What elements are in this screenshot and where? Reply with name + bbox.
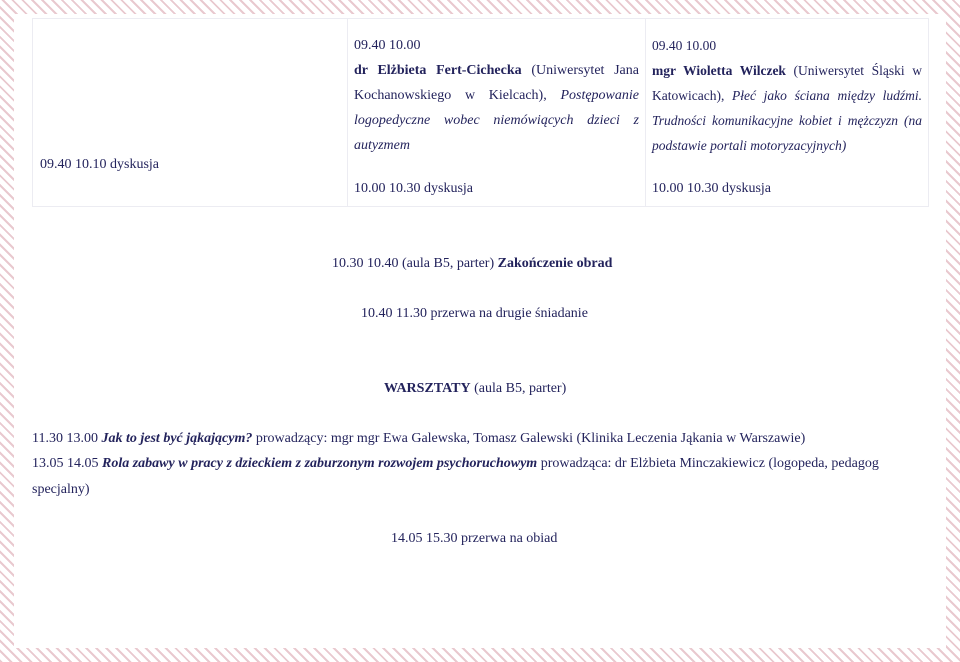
workshop-2-title: Rola zabawy w pracy z dzieckiem z zaburzonym rozwojem psychoruchowym: [102, 456, 538, 471]
left-discussion: 09.40 10.10 dyskusja: [40, 157, 159, 172]
workshop-2-leader: prowadząca: dr Elżbieta Minczakiewicz (logopeda, pedagog: [537, 456, 879, 471]
closing-time: 10.30 10.40 (aula B5, parter): [332, 256, 495, 271]
workshop-2-time: 13.05 14.05: [32, 456, 102, 471]
workshops-title: WARSZTATY: [384, 381, 471, 396]
workshops-heading: [384, 381, 566, 397]
speaker-name: dr Elżbieta Fert-Cichecka: [354, 63, 522, 78]
session-right: [652, 33, 922, 158]
break-line: 10.40 11.30 przerwa na drugie śniadanie: [361, 306, 588, 321]
session-time: 09.40 10.00: [652, 38, 717, 53]
workshop-1-title: Jak to jest być jąkającym?: [101, 431, 253, 446]
workshop-1: [32, 431, 805, 447]
workshops-place: (aula B5, parter): [470, 381, 567, 396]
session-time: 09.40 10.00: [354, 38, 421, 53]
closing-line: [332, 256, 612, 272]
workshop-1-leaders: prowadzący: mgr mgr Ewa Galewska, Tomasz Galewski (Klinika Leczenia Jąkania w Warszawie): [252, 431, 806, 446]
closing-label: Zakończenie obrad: [497, 256, 613, 271]
lunch-line: 14.05 15.30 przerwa na obiad: [391, 531, 558, 546]
schedule-table: [32, 18, 929, 207]
right-discussion: 10.00 10.30 dyskusja: [652, 181, 771, 196]
speaker-affiliation: (Uniwersytet Jana Kochanowskiego w Kielcach),: [354, 63, 639, 103]
workshop-2: [32, 456, 879, 472]
speaker-name: mgr Wioletta Wilczek: [652, 63, 786, 78]
talk-title-2: Trudności komunikacyjne kobiet i mężczyzn: [652, 113, 898, 128]
schedule-col-left: [33, 19, 348, 206]
talk-title: Postępowanie logopedyczne wobec niemówiących dzieci z autyzmem: [354, 88, 639, 153]
schedule-col-middle: [347, 19, 646, 206]
talk-title: Płeć jako ściana między ludźmi.: [732, 88, 923, 103]
workshop-1-time: 11.30 13.00: [32, 431, 102, 446]
session-mid: [354, 33, 639, 158]
talk-note: (na podstawie portali motoryzacyjnych): [652, 113, 922, 153]
speaker-affiliation: (Uniwersytet Śląski w Katowicach),: [652, 63, 922, 103]
mid-discussion: 10.00 10.30 dyskusja: [354, 181, 473, 196]
schedule-col-right: [645, 19, 928, 206]
workshop-2-cont: specjalny): [32, 482, 90, 497]
